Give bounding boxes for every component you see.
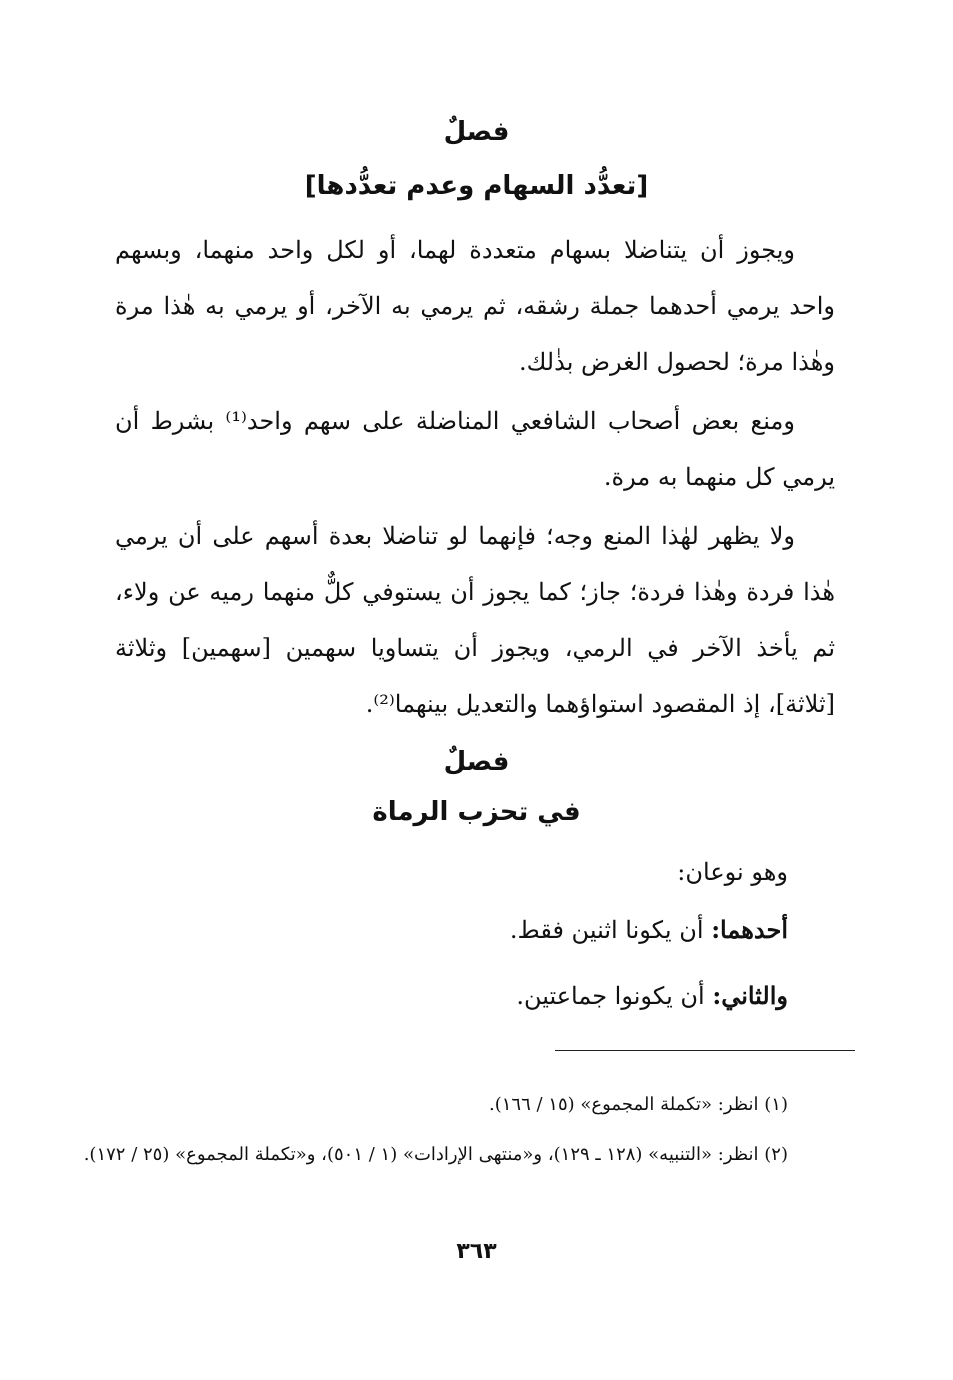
list-item-text: أن يكونوا جماعتين. [516, 982, 705, 1010]
list-intro: وهو نوعان: [677, 858, 788, 886]
paragraph-1 [115, 222, 835, 390]
paragraph-3-text: ولا يظهر لهٰذا المنع وجه؛ فإنهما لو تناضلا بعدة أسهم على أن يرمي هٰذا فردة وهٰذا فردة؛ جاز؛ كما يجوز أن يستوفي كلٌّ منهما رميه عن ولاء، ثم يأخذ الآخر في الرمي، ويجوز أن يتساويا سهمين [سهمين] وثلاثة [ثلاثة]، إذ المقصود استواؤهما والتعديل بينهما⁽²⁾. [115, 522, 835, 718]
list-item-second [516, 976, 788, 1016]
list-item-text: أن يكونا اثنين فقط. [509, 916, 704, 944]
section-subheading-2: في تحزب الرماة [372, 797, 581, 827]
paragraph-2-text: ومنع بعض أصحاب الشافعي المناضلة على سهم واحد⁽¹⁾ بشرط أن يرمي كل منهما به مرة. [115, 407, 835, 491]
footnote-separator [555, 1050, 855, 1051]
paragraph-2 [115, 393, 835, 505]
list-item-lead: أحدهما: [711, 915, 788, 944]
paragraph-3 [115, 508, 835, 732]
paragraph-1-text: ويجوز أن يتناضلا بسهام متعددة لهما، أو لكل واحد منهما، وبسهم واحد يرمي أحدهما جملة رشقه، ثم يرمي به الآخر، أو يرمي به هٰذا مرة وهٰذا مرة؛ لحصول الغرض بذٰلك. [115, 236, 835, 376]
list-item-lead: والثاني: [712, 981, 788, 1010]
section-heading-2: فصلٌ [443, 747, 510, 777]
list-item-first [510, 910, 788, 950]
footnote-1: (١) انظر: «تكملة المجموع» (١٥ / ١٦٦). [489, 1094, 788, 1115]
page-number: ٣٦٣ [456, 1239, 497, 1264]
section-heading-1: فصلٌ [443, 117, 510, 147]
footnote-2: (٢) انظر: «التنبيه» (١٢٨ ـ ١٢٩)، و«منتهى الإرادات» (١ / ٥٠١)، و«تكملة المجموع» (٢٥ / ١٧٢). [83, 1144, 788, 1165]
section-subheading-1: [تعدُّد السهام وعدم تعدُّدها] [304, 171, 649, 201]
